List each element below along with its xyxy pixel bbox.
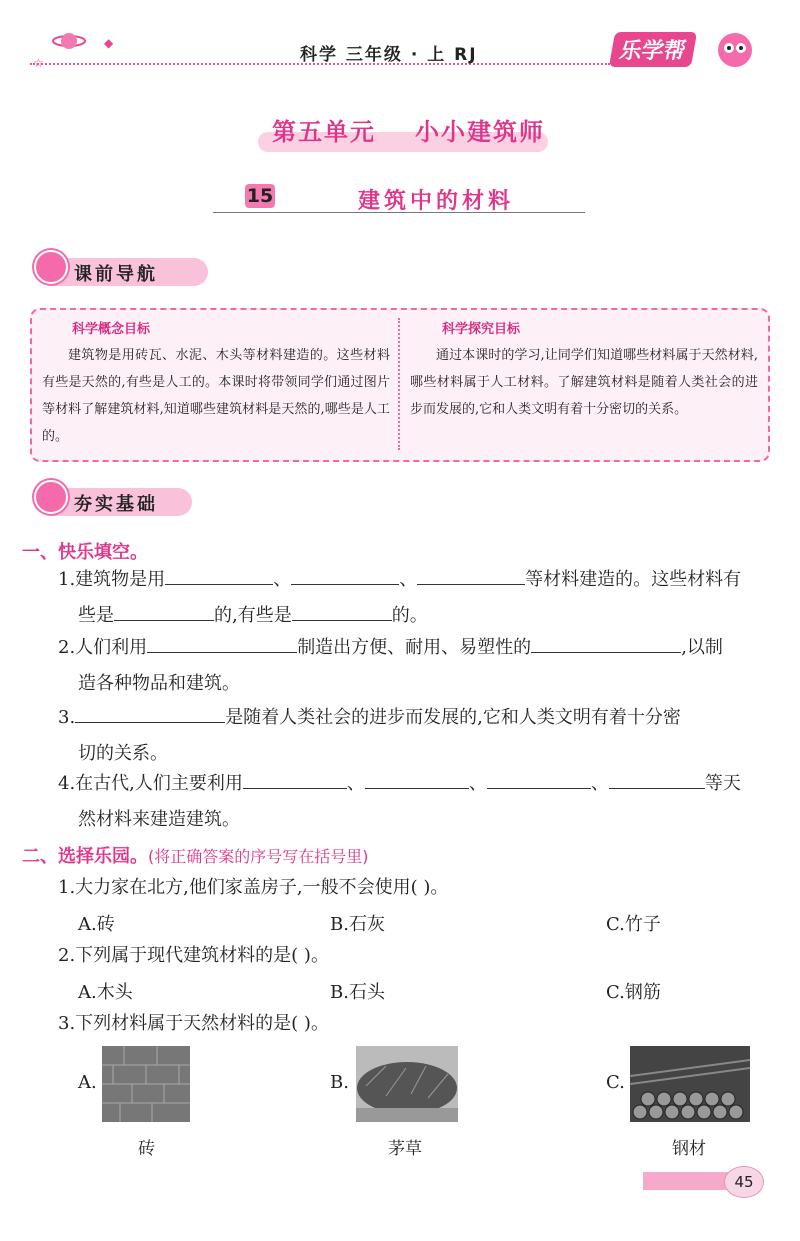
q1-text-b: 、 <box>273 569 292 590</box>
q3-option-a[interactable]: A. <box>78 1072 97 1093</box>
q3-text-b: 是随着人类社会的进步而发展的,它和人类文明有着十分密 <box>225 707 681 728</box>
q1-text-g: 的。 <box>391 605 428 626</box>
q4-blank-2[interactable] <box>365 766 469 789</box>
choice-question-1: 1.大力家在北方,他们家盖房子,一般不会使用( )。 <box>58 877 449 898</box>
q4-blank-4[interactable] <box>609 766 705 789</box>
q2-option-b[interactable]: B.石头 <box>330 982 385 1003</box>
lesson-title: 建筑中的材料 <box>358 189 515 214</box>
q1-text-e: 些是 <box>78 605 114 626</box>
ufo-icon: ◆ <box>104 36 114 50</box>
unit-label: 第五单元 <box>272 117 376 146</box>
q4-text-d: 、 <box>590 773 609 794</box>
inquiry-goal-title: 科学探究目标 <box>442 322 521 337</box>
q2-option-c[interactable]: C.钢筋 <box>606 982 661 1003</box>
page-number-bar <box>643 1172 733 1190</box>
q1-option-a[interactable]: A.砖 <box>78 914 115 935</box>
fill-question-3 <box>58 700 778 772</box>
choice-question-2: 2.下列属于现代建筑材料的是( )。 <box>58 945 329 966</box>
brick-caption: 砖 <box>138 1139 155 1159</box>
rabbit-mascot-icon <box>34 250 68 284</box>
q2-blank-2[interactable] <box>531 630 681 653</box>
q1-blank-5[interactable] <box>292 598 392 621</box>
q3-text-c: 切的关系。 <box>78 743 168 764</box>
q1-blank-3[interactable] <box>417 562 525 585</box>
brand-logo: 乐学帮 <box>609 32 697 67</box>
q1-text-a: 1.建筑物是用 <box>58 569 166 590</box>
q3-option-c[interactable]: C. <box>606 1072 625 1093</box>
q3-text-a: 3. <box>58 707 76 728</box>
brick-image <box>102 1046 190 1122</box>
q2-text-a: 2.人们利用 <box>58 637 148 658</box>
q4-text-a: 4.在古代,人们主要利用 <box>58 773 243 794</box>
cat-mascot-icon <box>34 480 68 514</box>
fill-question-4 <box>58 766 778 838</box>
q3-option-b[interactable]: B. <box>330 1072 349 1093</box>
q4-blank-1[interactable] <box>243 766 347 789</box>
q1-blank-1[interactable] <box>165 562 273 585</box>
concept-goal-text: 建筑物是用砖瓦、水泥、木头等材料建造的。这些材料有些是天然的,有些是人工的。本课时将带领同学们通过图片等材料了解建筑材料,知道哪些建筑材料是天然的,哪些是人工的。 <box>42 348 390 444</box>
q4-text-e: 等天 <box>704 773 741 794</box>
q1-blank-4[interactable] <box>114 598 214 621</box>
steel-image <box>630 1046 750 1122</box>
q2-option-a[interactable]: A.木头 <box>78 982 133 1003</box>
q4-text-f: 然材料来建造建筑。 <box>78 809 240 830</box>
basics-badge: 夯实基础 <box>74 494 158 515</box>
q4-text-c: 、 <box>468 773 487 794</box>
fill-question-2 <box>58 630 778 702</box>
q1-text-f: 的,有些是 <box>214 605 292 626</box>
steel-caption: 钢材 <box>672 1139 706 1159</box>
q4-blank-3[interactable] <box>487 766 591 789</box>
q1-option-c[interactable]: C.竹子 <box>606 914 661 935</box>
mascot-icon <box>710 26 760 74</box>
thatch-caption: 茅草 <box>388 1139 422 1159</box>
planet-icon <box>52 30 86 52</box>
goals-divider <box>398 318 400 450</box>
thatch-image <box>356 1046 458 1122</box>
q1-text-d: 等材料建造的。这些材料有 <box>525 569 742 590</box>
q1-text-c: 、 <box>399 569 418 590</box>
q1-blank-2[interactable] <box>291 562 399 585</box>
header-title: 科学 三年级 · 上 RJ <box>300 45 478 65</box>
q2-text-b: 制造出方便、耐用、易塑性的 <box>297 637 532 658</box>
fill-question-1 <box>58 562 778 634</box>
concept-goal-title: 科学概念目标 <box>72 322 151 337</box>
q1-option-b[interactable]: B.石灰 <box>330 914 385 935</box>
lesson-number: 15 <box>246 185 274 207</box>
q2-text-d: 造各种物品和建筑。 <box>78 673 240 694</box>
q3-blank-1[interactable] <box>75 700 225 723</box>
star-icon: ☆ <box>33 56 44 70</box>
preview-badge: 课前导航 <box>74 264 158 285</box>
q4-text-b: 、 <box>346 773 365 794</box>
section2-title <box>22 842 369 868</box>
q2-text-c: ,以制 <box>681 637 723 658</box>
unit-name: 小小建筑师 <box>415 117 545 146</box>
q2-blank-1[interactable] <box>147 630 297 653</box>
page-number: 45 <box>724 1166 764 1198</box>
section1-title: 一、快乐填空。 <box>22 542 148 563</box>
inquiry-goal-text: 通过本课时的学习,让同学们知道哪些材料属于天然材料,哪些材料属于人工材料。了解建筑材料是随着人类社会的进步而发展的,它和人类文明有着十分密切的关系。 <box>410 348 758 417</box>
choice-question-3: 3.下列材料属于天然材料的是( )。 <box>58 1013 329 1034</box>
section2-title-text: 二、选择乐园。 <box>22 846 148 867</box>
section2-note: (将正确答案的序号写在括号里) <box>148 847 369 866</box>
